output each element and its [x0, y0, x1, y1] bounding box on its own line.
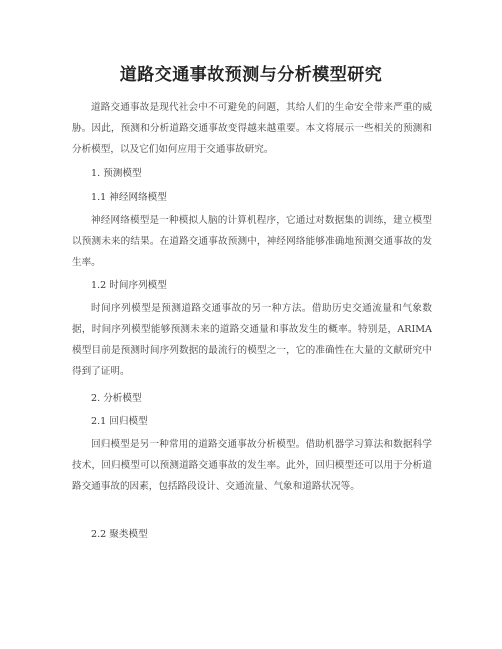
subsection-1-2-heading: 1.2 时间序列模型: [91, 280, 167, 291]
section-2-heading-block: [72, 388, 432, 409]
subsection-2-2-heading-block: [72, 524, 432, 545]
intro-paragraph: 道路交通事故是现代社会中不可避免的问题，其给人们的生命安全带来严重的威胁。因此，预测和分析道路交通事故变得越来越重要。本文将展示一些相关的预测和分析模型，以及它们如何应用于交通事故研究。: [72, 102, 432, 155]
subsection-1-2-paragraph: 时间序列模型是预测道路交通事故的另一种方法。借助历史交通流量和气象数据，时间序列模型能够预测未来的道路交通量和事故发生的概率。特别是，ARIMA 模型目前是预测时间序列数据的最流行的模型之一，它的准确性在大量的文献研究中得到了证明。: [72, 303, 432, 377]
subsection-1-2-heading-block: [72, 275, 432, 296]
section-1-heading: 1. 预测模型: [91, 168, 142, 179]
subsection-1-1-paragraph-block: [72, 210, 432, 273]
subsection-1-1-paragraph: 神经网络模型是一种模拟人脑的计算机程序，它通过对数据集的训练，建立模型以预测未来的结果。在道路交通事故预测中，神经网络能够准确地预测交通事故的发生率。: [72, 215, 432, 268]
subsection-2-1-heading: 2.1 回归模型: [91, 416, 148, 427]
subsection-2-1-paragraph-block: [72, 434, 432, 497]
section-2-heading: 2. 分析模型: [91, 393, 142, 404]
subsection-1-2-paragraph-block: [72, 298, 432, 382]
subsection-2-1-heading-block: [72, 411, 432, 432]
subsection-1-1-heading: 1.1 神经网络模型: [91, 192, 167, 203]
subsection-1-1-heading-block: [72, 187, 432, 208]
subsection-2-2-heading: 2.2 聚类模型: [91, 529, 148, 540]
intro-paragraph-block: [72, 97, 432, 160]
document-title: 道路交通事故预测与分析模型研究: [119, 65, 383, 85]
section-1-heading-block: [72, 163, 432, 184]
subsection-2-1-paragraph: 回归模型是另一种常用的道路交通事故分析模型。借助机器学习算法和数据科学技术，回归模型可以预测道路交通事故的发生率。此外，回归模型还可以用于分析道路交通事故的因素，包括路段设计、交通流量、气象和道路状况等。: [72, 439, 432, 492]
